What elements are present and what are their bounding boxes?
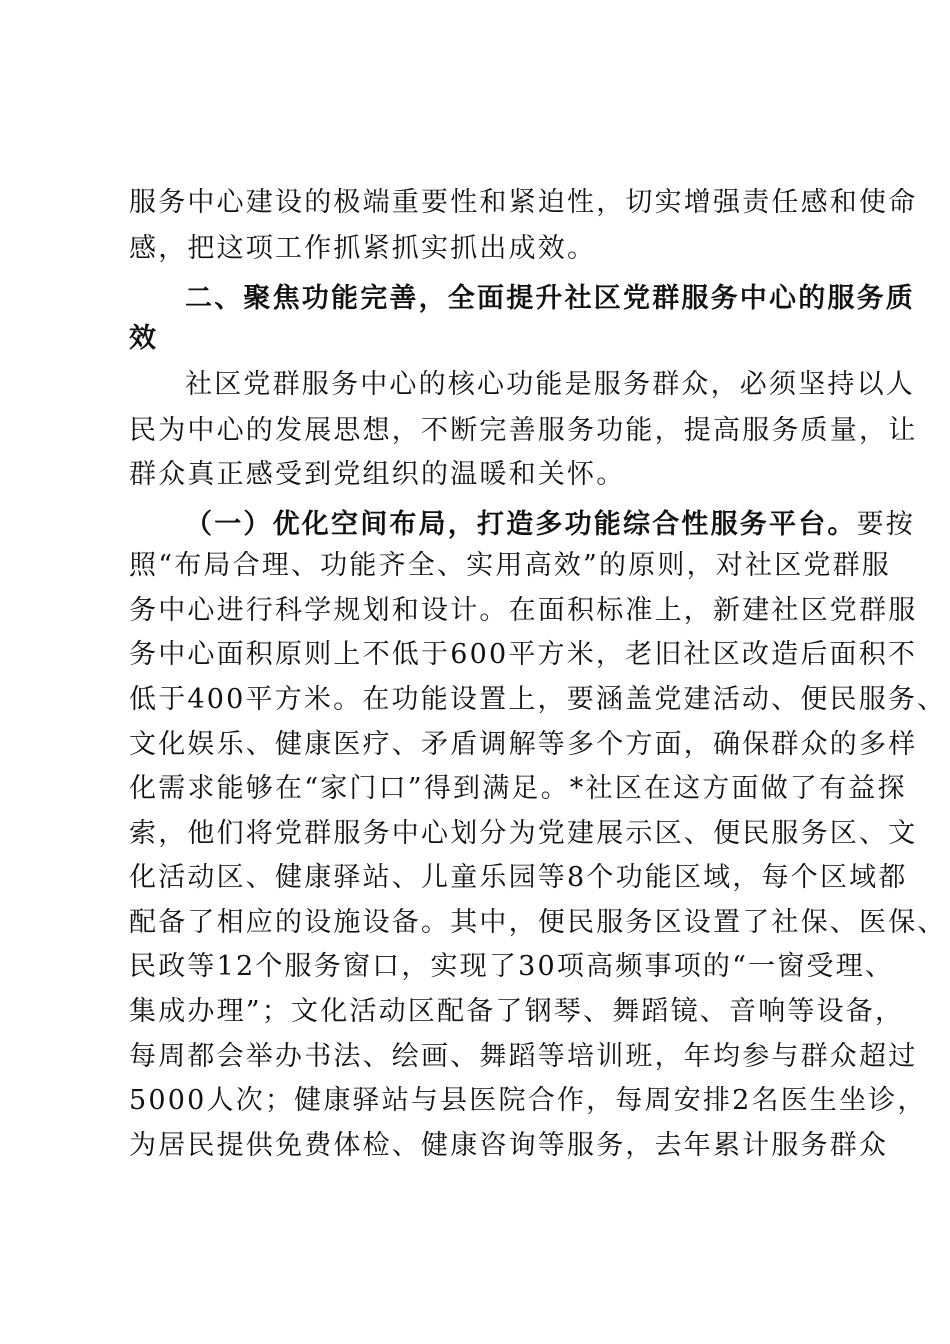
body-text-line: 感，把这项工作抓紧抓实抓出成效。: [129, 233, 597, 264]
section-heading: 二、聚焦功能完善，全面提升社区党群服务中心的服务质: [185, 283, 915, 314]
subsection-heading: （一）优化空间布局，打造多功能综合性服务平台。: [185, 509, 857, 540]
body-text-line: 民政等12个服务窗口，实现了30项高频事项的“一窗受理、: [129, 951, 895, 982]
body-text-line: 低于400平方米。在功能设置上，要涵盖党建活动、便民服务、: [129, 684, 947, 715]
body-text-line: 务中心面积原则上不低于600平方米，老旧社区改造后面积不: [129, 639, 918, 670]
section-heading-continued: 效: [129, 323, 159, 354]
body-text-line: 群众真正感受到党组织的温暖和关怀。: [129, 459, 626, 490]
body-text-line: 配备了相应的设施设备。其中，便民服务区设置了社保、医保、: [129, 907, 947, 938]
body-text-fragment: 要按: [856, 509, 916, 540]
body-text-line: 民为中心的发展思想，不断完善服务功能，提高服务质量，让: [129, 415, 918, 446]
subsection-heading-line: [185, 507, 916, 543]
body-text-line: 化需求能够在“家门口”得到满足。*社区在这方面做了有益探: [129, 773, 907, 804]
body-text-line: 索，他们将党群服务中心划分为党建展示区、便民服务区、文: [129, 818, 918, 849]
body-text-line: 每周都会举办书法、绘画、舞蹈等培训班，年均参与群众超过: [129, 1041, 918, 1072]
body-text-line: 化活动区、健康驿站、儿童乐园等8个功能区域，每个区域都: [129, 862, 908, 893]
body-text-line: 照“布局合理、功能齐全、实用高效”的原则，对社区党群服: [129, 550, 892, 581]
body-text-line: 务中心进行科学规划和设计。在面积标准上，新建社区党群服: [129, 595, 918, 626]
body-text-line: 文化娱乐、健康医疗、矛盾调解等多个方面，确保群众的多样: [129, 729, 918, 760]
body-text-line: 社区党群服务中心的核心功能是服务群众，必须坚持以人: [185, 369, 915, 400]
body-text-line: 为居民提供免费体检、健康咨询等服务，去年累计服务群众: [129, 1130, 889, 1161]
body-text-line: 集成办理”；文化活动区配备了钢琴、舞蹈镜、音响等设备，: [129, 996, 905, 1027]
body-text-line: 服务中心建设的极端重要性和紧迫性，切实增强责任感和使命: [129, 187, 918, 218]
body-text-line: 5000人次；健康驿站与县医院合作，每周安排2名医生坐诊，: [129, 1085, 927, 1116]
